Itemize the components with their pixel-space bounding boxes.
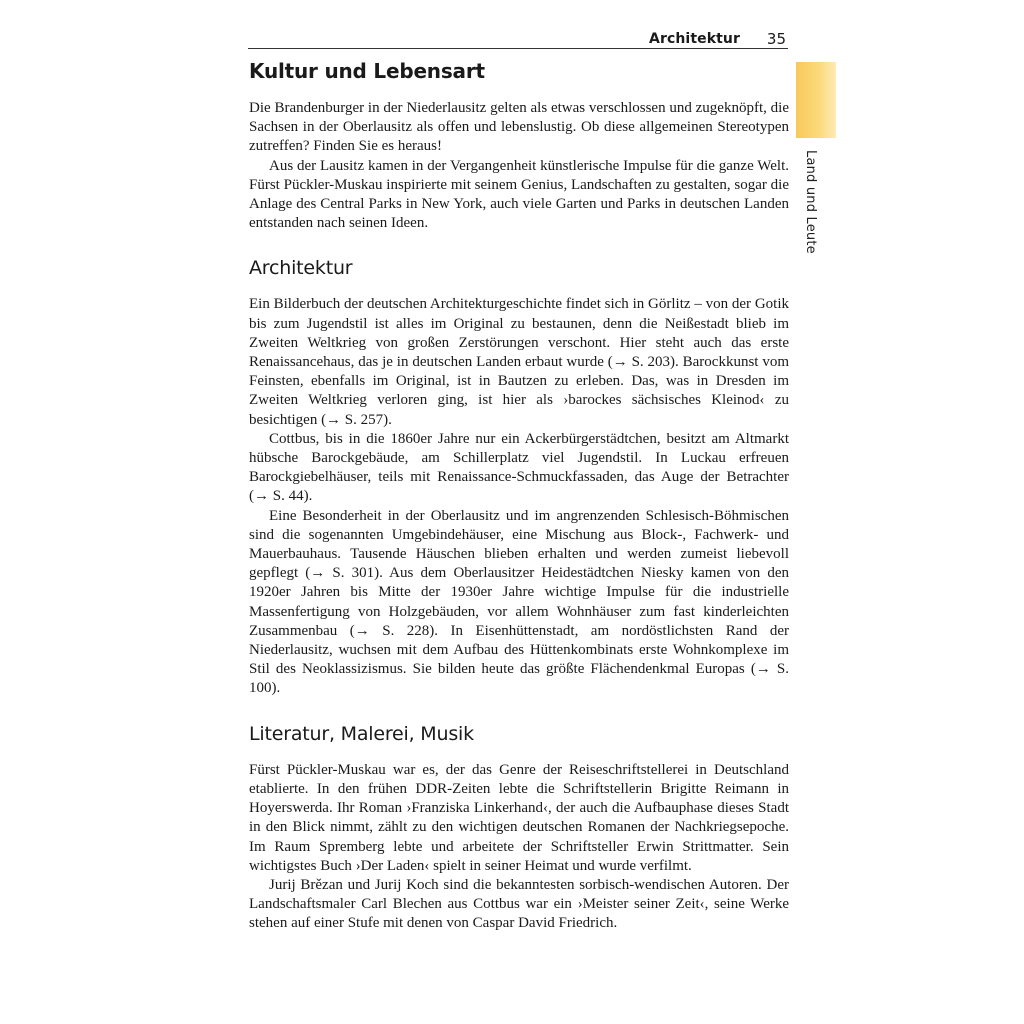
paragraph: Die Brandenburger in der Niederlausitz gelten als etwas verschlossen und zugeknöpft, die Sachsen in der Oberlausitz als offen und lebenslustig. Ob diese allgemeinen Stereotypen zutreffen? Finden Sie es heraus!	[249, 100, 789, 155]
paragraph: Ein Bilderbuch der deutschen Architekturgeschichte findet sich in Görlitz – von der Gotik bis zum Jugendstil ist alles im Original zu bestaunen, denn die Neißestadt blieb im Zweiten Weltkrieg von großen Zerstörungen verschont. Hier steht auch das erste Renaissancehaus, das je in deutschen Landen erbaut wurde (→ S. 203). Barockkunst vom Feinsten, ebenfalls im Original, ist in Bautzen zu erleben. Das, was in Dresden im Zweiten Weltkrieg verloren ging, ist hier als ›barockes sächsisches Kleinod‹ zu besichtigen (→ S. 257).	[249, 296, 789, 428]
page-number: 35	[766, 30, 786, 48]
paragraph: Eine Besonderheit in der Oberlausitz und im angrenzenden Schlesisch-Böhmischen sind die sogenannten Umgebindehäuser, eine Mischung aus Block-, Fachwerk- und Mauerbauhaus. Tausende Häuschen blieben erhalten und werden zumeist liebevoll gepflegt (→ S. 301). Aus dem Oberlausitzer Heidestädtchen Niesky kamen von den 1920er Jahren bis Mitte der 1930er Jahre wichtige Impulse für die industrielle Massenfertigung von Holzgebäuden, vor allem Wohnhäuser zum fast kinderleichten Zusammenbau (→ S. 228). In Eisenhüttenstadt, am nordöstlichsten Rand der Niederlausitz, wuchsen mit dem Aufbau des Hüttenkombinats erste Wohnkomplexe im Stil des Neoklassizismus. Sie bilden heute das größte Flächendenkmal Europas (→ S. 100).	[249, 507, 789, 697]
chapter-tab-label: Land und Leute	[803, 150, 818, 254]
section-heading-literatur: Literatur, Malerei, Musik	[249, 722, 474, 745]
paragraph: Jurij Brězan und Jurij Koch sind die bekanntesten sorbisch-wendischen Autoren. Der Landschaftsmaler Carl Blechen aus Cottbus war ein ›Meister seiner Zeit‹, seine Werke stehen auf einer Stufe mit denen von Caspar David Friedrich.	[249, 876, 789, 932]
chapter-tab	[796, 62, 836, 138]
section-heading-kultur: Kultur und Lebensart	[249, 59, 485, 83]
paragraph: Cottbus, bis in die 1860er Jahre nur ein Ackerbürgerstädtchen, besitzt am Altmarkt hübsche Barockgebäude, am Schillerplatz viel Jugendstil. In Luckau erfreuen Barockgiebelhäuser, teils mit Renaissance-Schmuckfassaden, das Auge der Betrachter (→ S. 44).	[249, 430, 789, 505]
page-body	[249, 58, 789, 934]
paragraph: Fürst Pückler-Muskau war es, der das Genre der Reiseschriftstellerei in Deutschland etablierte. In den frühen DDR-Zeiten lebte die Schriftstellerin Brigitte Reimann in Hoyerswerda. Ihr Roman ›Franziska Linkerhand‹, der auch die Aufbauphase dieses Stadt in den Blick nimmt, zählt zu den wichtigen deutschen Romanen der Nachkriegsepoche. Im Raum Spremberg lebte und arbeitete der Schriftsteller Erwin Strittmatter. Sein wichtigstes Buch ›Der Laden‹ spielt in seiner Heimat und wurde verfilmt.	[249, 761, 789, 874]
header-section-title: Architektur	[649, 31, 740, 47]
section-heading-architektur: Architektur	[249, 257, 353, 280]
running-header	[248, 30, 788, 49]
paragraph: Aus der Lausitz kamen in der Vergangenheit künstlerische Impulse für die ganze Welt. Fürst Pückler-Muskau inspirierte mit seinem Genius, Landschaften zu gestalten, sogar die Anlage des Central Parks in New York, auch viele Garten und Parks in deutschen Landen entstanden nach seinen Ideen.	[249, 157, 789, 232]
